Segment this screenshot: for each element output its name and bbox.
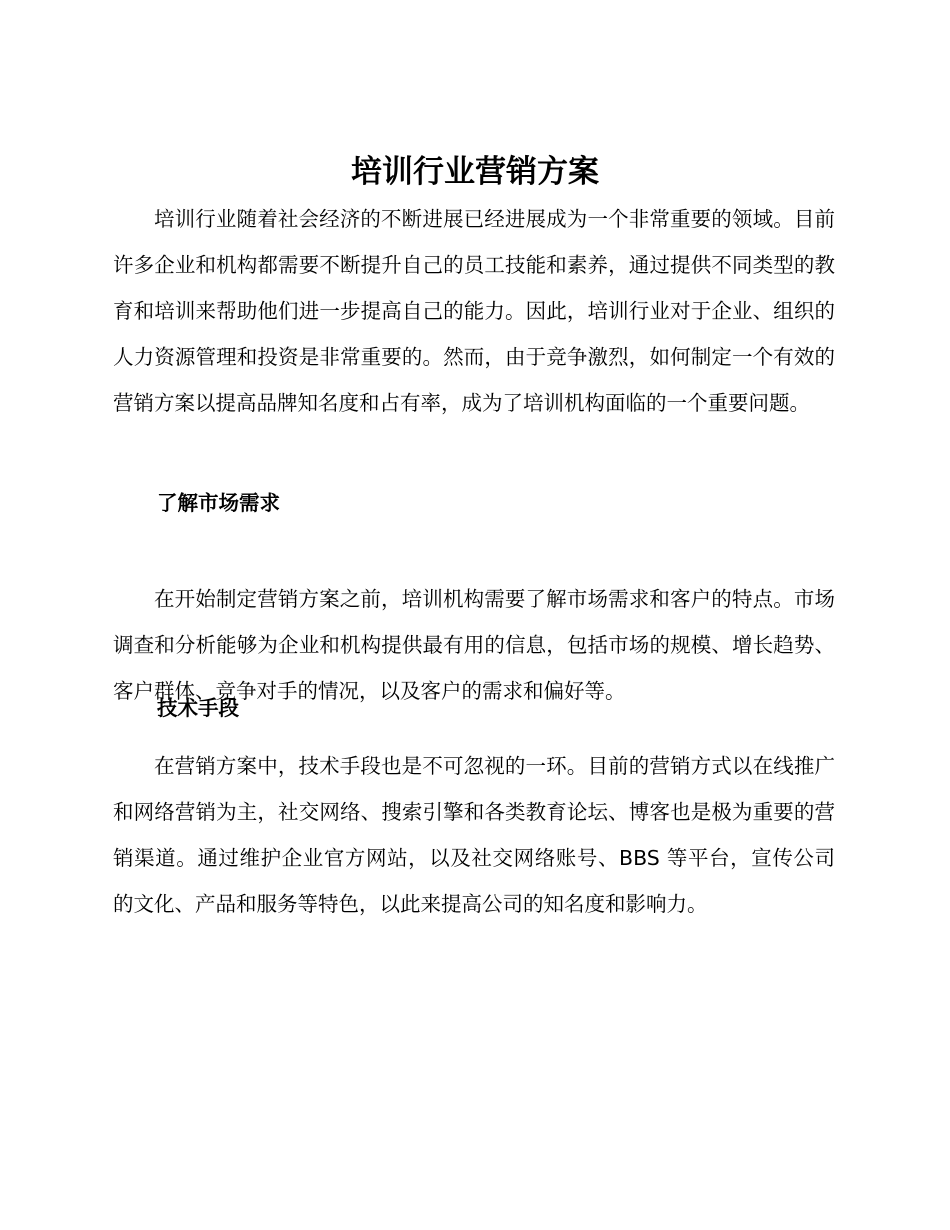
section-heading-market-demand: 了解市场需求: [157, 491, 280, 515]
section-body-technical-means: 在营销方案中，技术手段也是不可忽视的一环。目前的营销方式以在线推广和网络营销为主，社交网络、搜索引擎和各类教育论坛、博客也是极为重要的营销渠道。通过维护企业官方网站，以及社交网络账号、BBS 等平台，宣传公司的文化、产品和服务等特色，以此来提高公司的知名度和影响力。: [113, 754, 835, 916]
section-body-market-demand: 在开始制定营销方案之前，培训机构需要了解市场需求和客户的特点。市场调查和分析能够为企业和机构提供最有用的信息，包括市场的规模、增长趋势、客户群体、竞争对手的情况，以及客户的需求和偏好等。: [113, 587, 835, 703]
intro-paragraph: 培训行业随着社会经济的不断进展已经进展成为一个非常重要的领域。目前许多企业和机构都需要不断提升自己的员工技能和素养，通过提供不同类型的教育和培训来帮助他们进一步提高自己的能力。因此，培训行业对于企业、组织的人力资源管理和投资是非常重要的。然而，由于竞争激烈，如何制定一个有效的营销方案以提高品牌知名度和占有率，成为了培训机构面临的一个重要问题。: [113, 207, 835, 415]
document-title: 培训行业营销方案: [351, 154, 599, 190]
section-heading-technical-means: 技术手段: [157, 696, 239, 720]
